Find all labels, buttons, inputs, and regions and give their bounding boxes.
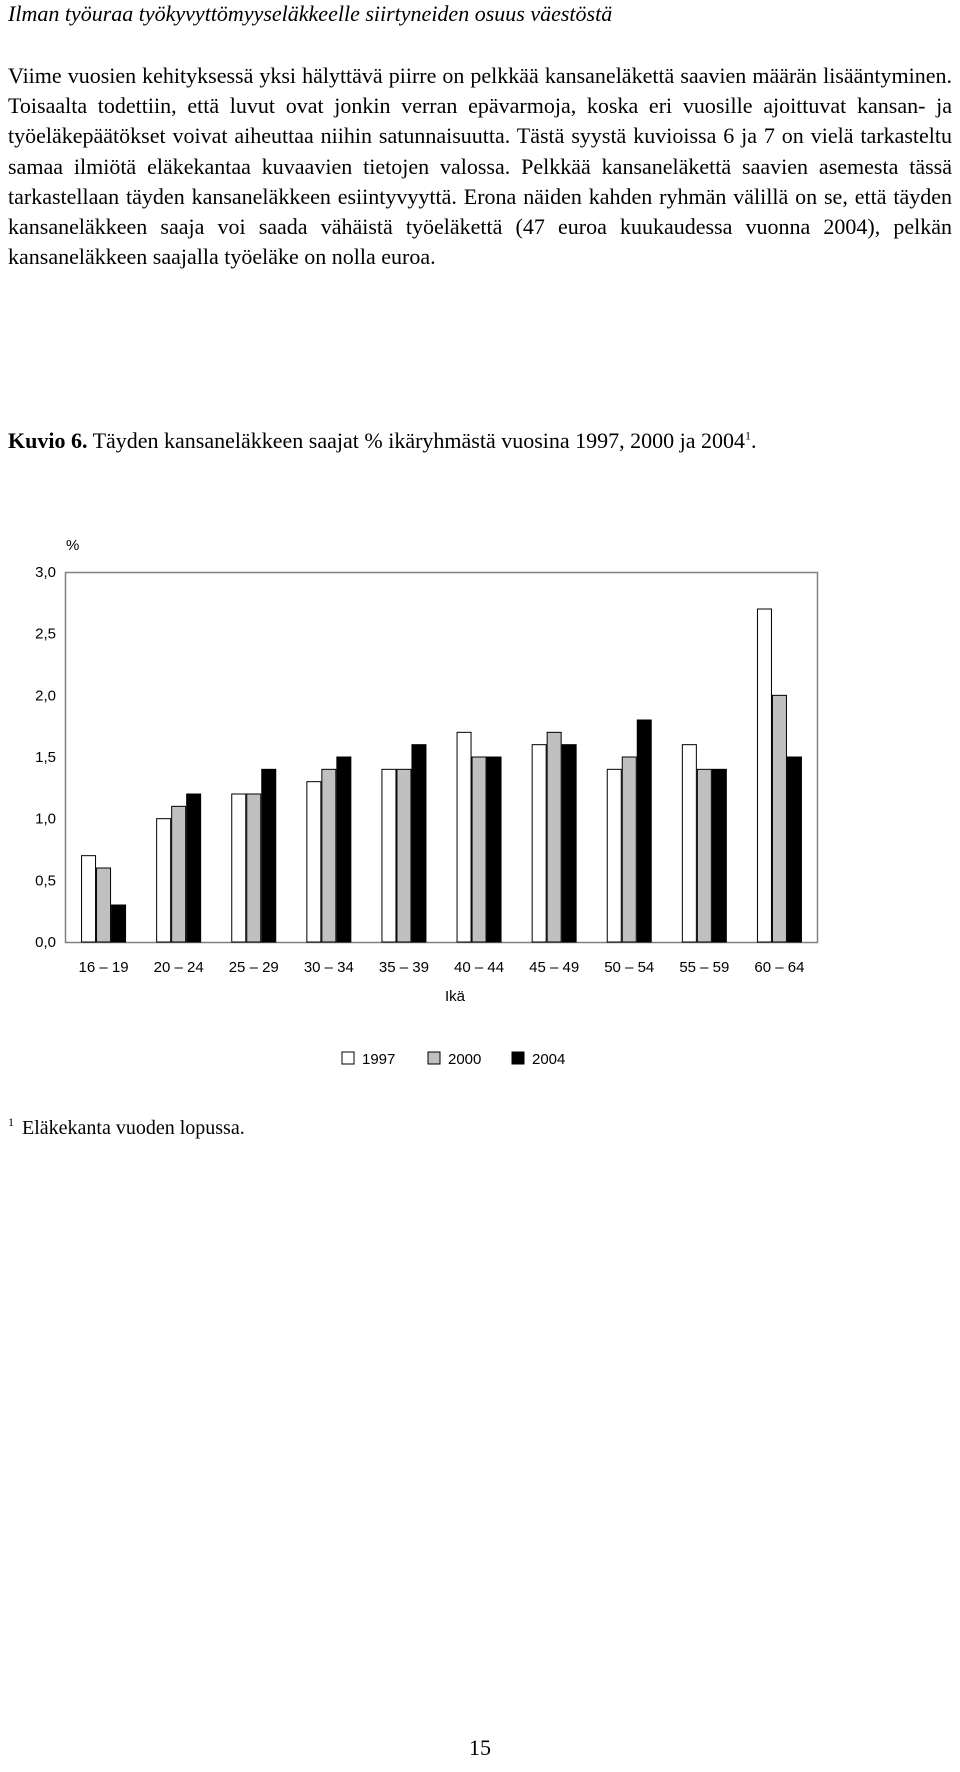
bar-2000: [547, 732, 561, 942]
bar-2000: [697, 769, 711, 942]
bar-2004: [487, 757, 501, 942]
bar-1997: [682, 745, 696, 942]
bar-1997: [457, 732, 471, 942]
legend-label-1997: 1997: [362, 1051, 396, 1068]
bar-2004: [112, 905, 126, 942]
bars-group: [82, 609, 802, 942]
figure-caption: [8, 427, 757, 455]
bar-2000: [397, 769, 411, 942]
y-tick-label: 3,0: [35, 564, 56, 581]
legend-swatch-2004: [512, 1052, 524, 1064]
bar-1997: [307, 782, 321, 942]
y-tick-label: 1,5: [35, 749, 56, 766]
footnote-text: Eläkekanta vuoden lopussa.: [22, 1117, 245, 1139]
bar-1997: [232, 794, 246, 942]
legend-swatch-1997: [342, 1052, 354, 1064]
caption-label: Kuvio 6.: [8, 428, 88, 453]
bar-2000: [322, 769, 336, 942]
footnote-mark: 1: [8, 1115, 14, 1130]
x-tick-label: 30 – 34: [303, 959, 354, 976]
bar-2000: [247, 794, 261, 942]
y-tick-label: 2,5: [35, 625, 56, 643]
bar-2000: [772, 695, 786, 942]
bar-2004: [187, 794, 201, 942]
legend-label-2000: 2000: [448, 1051, 482, 1068]
legend-swatch-2000: [428, 1052, 440, 1064]
bar-2000: [172, 806, 186, 942]
bar-2004: [337, 757, 351, 942]
x-tick-label: 55 – 59: [679, 959, 730, 976]
x-tick-label: 50 – 54: [604, 959, 655, 976]
bar-2004: [637, 720, 651, 942]
bar-2000: [622, 757, 636, 942]
bar-1997: [382, 769, 396, 942]
x-tick-label: 35 – 39: [378, 959, 429, 976]
x-tick-label: 16 – 19: [78, 959, 129, 976]
y-ticks-group: [35, 564, 56, 951]
y-tick-label: 2,0: [35, 687, 56, 705]
x-ticks-group: [79, 959, 805, 976]
bar-2004: [562, 745, 576, 942]
y-tick-label: 0,0: [35, 934, 56, 951]
x-tick-label: 40 – 44: [454, 959, 505, 976]
caption-text: Täyden kansaneläkkeen saajat % ikäryhmästä vuosina 1997, 2000 ja 2004: [87, 428, 746, 453]
bar-1997: [532, 745, 546, 942]
x-axis-label: Ikä: [444, 988, 466, 1005]
bar-chart: [0, 520, 960, 1080]
bar-2004: [412, 745, 426, 942]
bar-2004: [787, 757, 801, 942]
bar-1997: [157, 819, 171, 942]
page-number: 15: [469, 1735, 491, 1760]
y-tick-label: 1,0: [35, 810, 56, 828]
x-tick-label: 25 – 29: [228, 959, 279, 976]
bar-2000: [97, 868, 111, 942]
x-tick-label: 20 – 24: [153, 959, 204, 976]
section-heading: Ilman työuraa työkyvyttömyyseläkkeelle siirtyneiden osuus väestöstä: [8, 1, 613, 26]
bar-2004: [712, 769, 726, 942]
x-tick-label: 45 – 49: [529, 959, 580, 976]
bar-1997: [757, 609, 771, 942]
bar-2004: [262, 769, 276, 942]
caption-footnote-mark: 1: [745, 428, 752, 443]
legend: [342, 1051, 565, 1068]
bar-1997: [607, 769, 621, 942]
legend-label-2004: 2004: [532, 1051, 566, 1068]
body-paragraph: Viime vuosien kehityksessä yksi hälyttävä piirre on pelkkää kansaneläkettä saavien määrän lisääntyminen. Toisaalta todettiin, että luvut ovat jonkin verran epävarmoja, koska eri vuosille ajoittuvat kansan- ja työeläkepäätökset voivat aiheuttaa niihin satunnaisuutta. Tästä syystä kuvioissa 6 ja 7 on vielä tarkasteltu samaa ilmiötä eläkekantaa kuvaavien tietojen valossa. Pelkkää kansaneläkettä saavien asemesta tässä tarkastellaan täyden kansaneläkkeen esiintyvyyttä. Erona näiden kahden ryhmän välillä on se, että täyden kansaneläkkeen saaja voi saada vähäistä työeläkettä (47 euroa kuukaudessa vuonna 2004), pelkän kansaneläkkeen saajalla työeläke on nolla euroa.: [8, 63, 952, 270]
footnote: [8, 1115, 245, 1141]
y-unit-label: %: [66, 537, 80, 554]
bar-1997: [82, 856, 96, 942]
bar-2000: [472, 757, 486, 942]
caption-end: .: [751, 428, 757, 453]
y-tick-label: 0,5: [35, 872, 56, 890]
x-tick-label: 60 – 64: [754, 959, 805, 976]
